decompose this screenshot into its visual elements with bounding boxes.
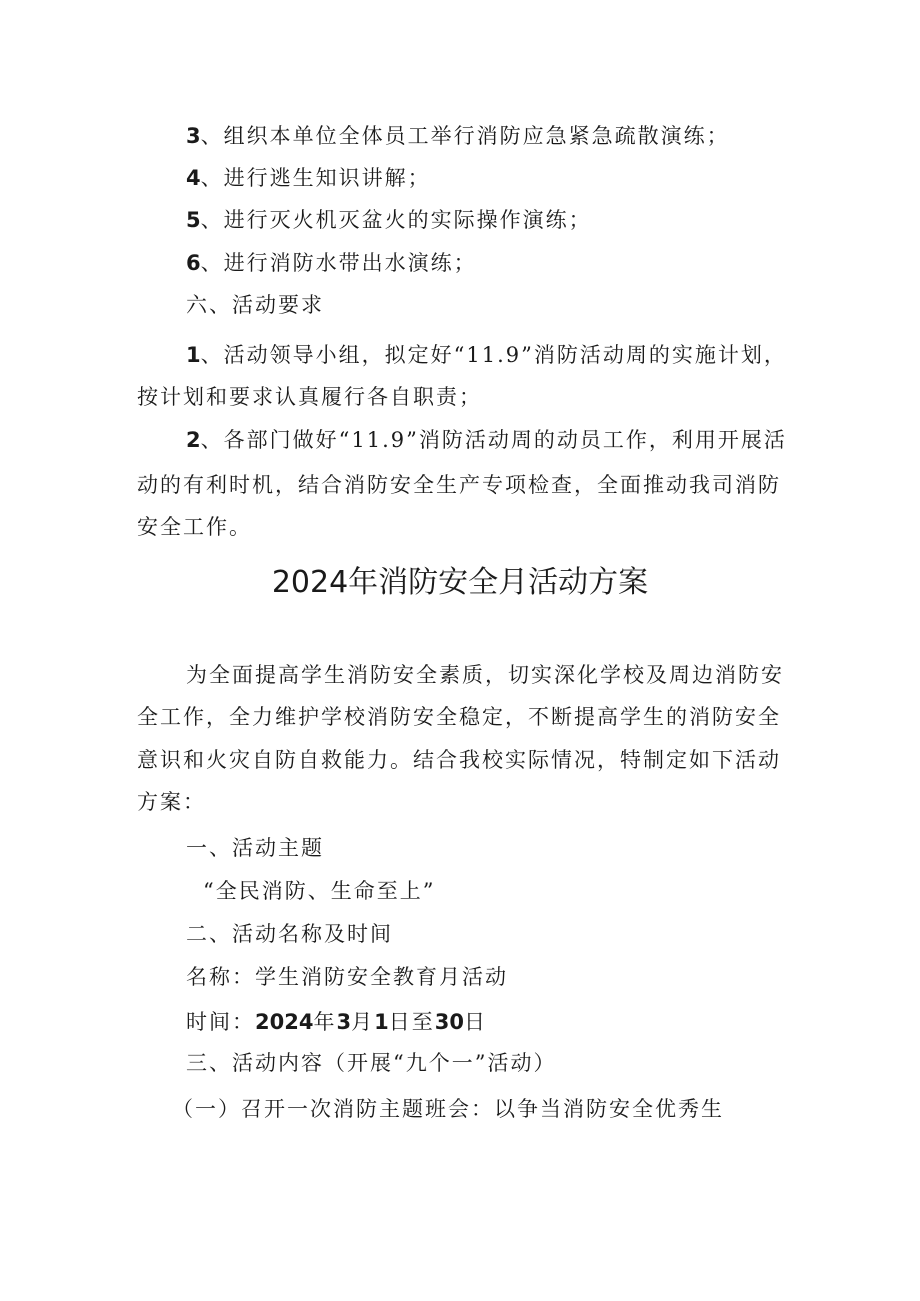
time-month: 3 xyxy=(336,1010,352,1034)
list-item-5 xyxy=(186,205,592,235)
item-text: 、活动领导小组，拟定好“11.9”消防活动周的实施计划， xyxy=(200,343,787,367)
item-number: 2 xyxy=(186,428,201,452)
item-text: 、各部门做好“11.9”消防活动周的动员工作，利用开展活 xyxy=(200,428,787,452)
activity-time xyxy=(186,1007,487,1037)
time-day-suffix: 日至 xyxy=(388,1010,435,1034)
intro-line-4: 方案： xyxy=(137,790,206,814)
intro-line-3: 意识和火灾自防自救能力。结合我校实际情况，特制定如下活动 xyxy=(137,748,781,772)
item-text: 、进行灭火机灭盆火的实际操作演练； xyxy=(200,208,592,232)
intro-line-1: 为全面提高学生消防安全素质，切实深化学校及周边消防安 xyxy=(186,663,784,687)
time-label: 时间： xyxy=(186,1010,255,1034)
section-heading-name-time: 二、活动名称及时间 xyxy=(186,922,393,946)
requirement-1-line-1 xyxy=(186,340,787,370)
list-item-6 xyxy=(186,248,477,278)
time-year: 2024 xyxy=(255,1010,314,1034)
theme-slogan: “全民消防、生命至上” xyxy=(203,879,436,903)
intro-line-2: 全工作，全力维护学校消防安全稳定，不断提高学生的消防安全 xyxy=(137,705,781,729)
time-month-suffix: 月 xyxy=(351,1010,375,1034)
content-item-1: （一）召开一次消防主题班会：以争当消防安全优秀生 xyxy=(172,1097,724,1121)
item-number: 3 xyxy=(186,124,201,148)
requirement-2-line-1 xyxy=(186,425,787,455)
list-item-4 xyxy=(186,163,431,193)
time-day: 1 xyxy=(374,1010,389,1034)
list-item-3 xyxy=(186,121,730,151)
section-heading-requirements: 六、活动要求 xyxy=(186,293,324,317)
requirement-2-line-2: 动的有利时机，结合消防安全生产专项检查，全面推动我司消防 xyxy=(137,473,781,497)
section-heading-theme: 一、活动主题 xyxy=(186,836,324,860)
time-year-suffix: 年 xyxy=(313,1010,337,1034)
section-heading-content: 三、活动内容（开展“九个一”活动） xyxy=(186,1051,557,1075)
time-end-suffix: 日 xyxy=(463,1010,487,1034)
item-number: 6 xyxy=(186,251,201,275)
item-number: 5 xyxy=(186,208,201,232)
requirement-1-line-2: 按计划和要求认真履行各自职责； xyxy=(137,385,482,409)
item-text: 、进行逃生知识讲解； xyxy=(200,166,431,190)
item-text: 、进行消防水带出水演练； xyxy=(200,251,477,275)
item-number: 4 xyxy=(186,166,201,190)
item-text: 、组织本单位全体员工举行消防应急紧急疏散演练； xyxy=(200,124,730,148)
document-title: 2024年消防安全月活动方案 xyxy=(271,565,649,600)
requirement-2-line-3: 安全工作。 xyxy=(137,515,252,539)
time-end-day: 30 xyxy=(434,1010,464,1034)
item-number: 1 xyxy=(186,343,201,367)
activity-name: 名称：学生消防安全教育月活动 xyxy=(186,965,508,989)
